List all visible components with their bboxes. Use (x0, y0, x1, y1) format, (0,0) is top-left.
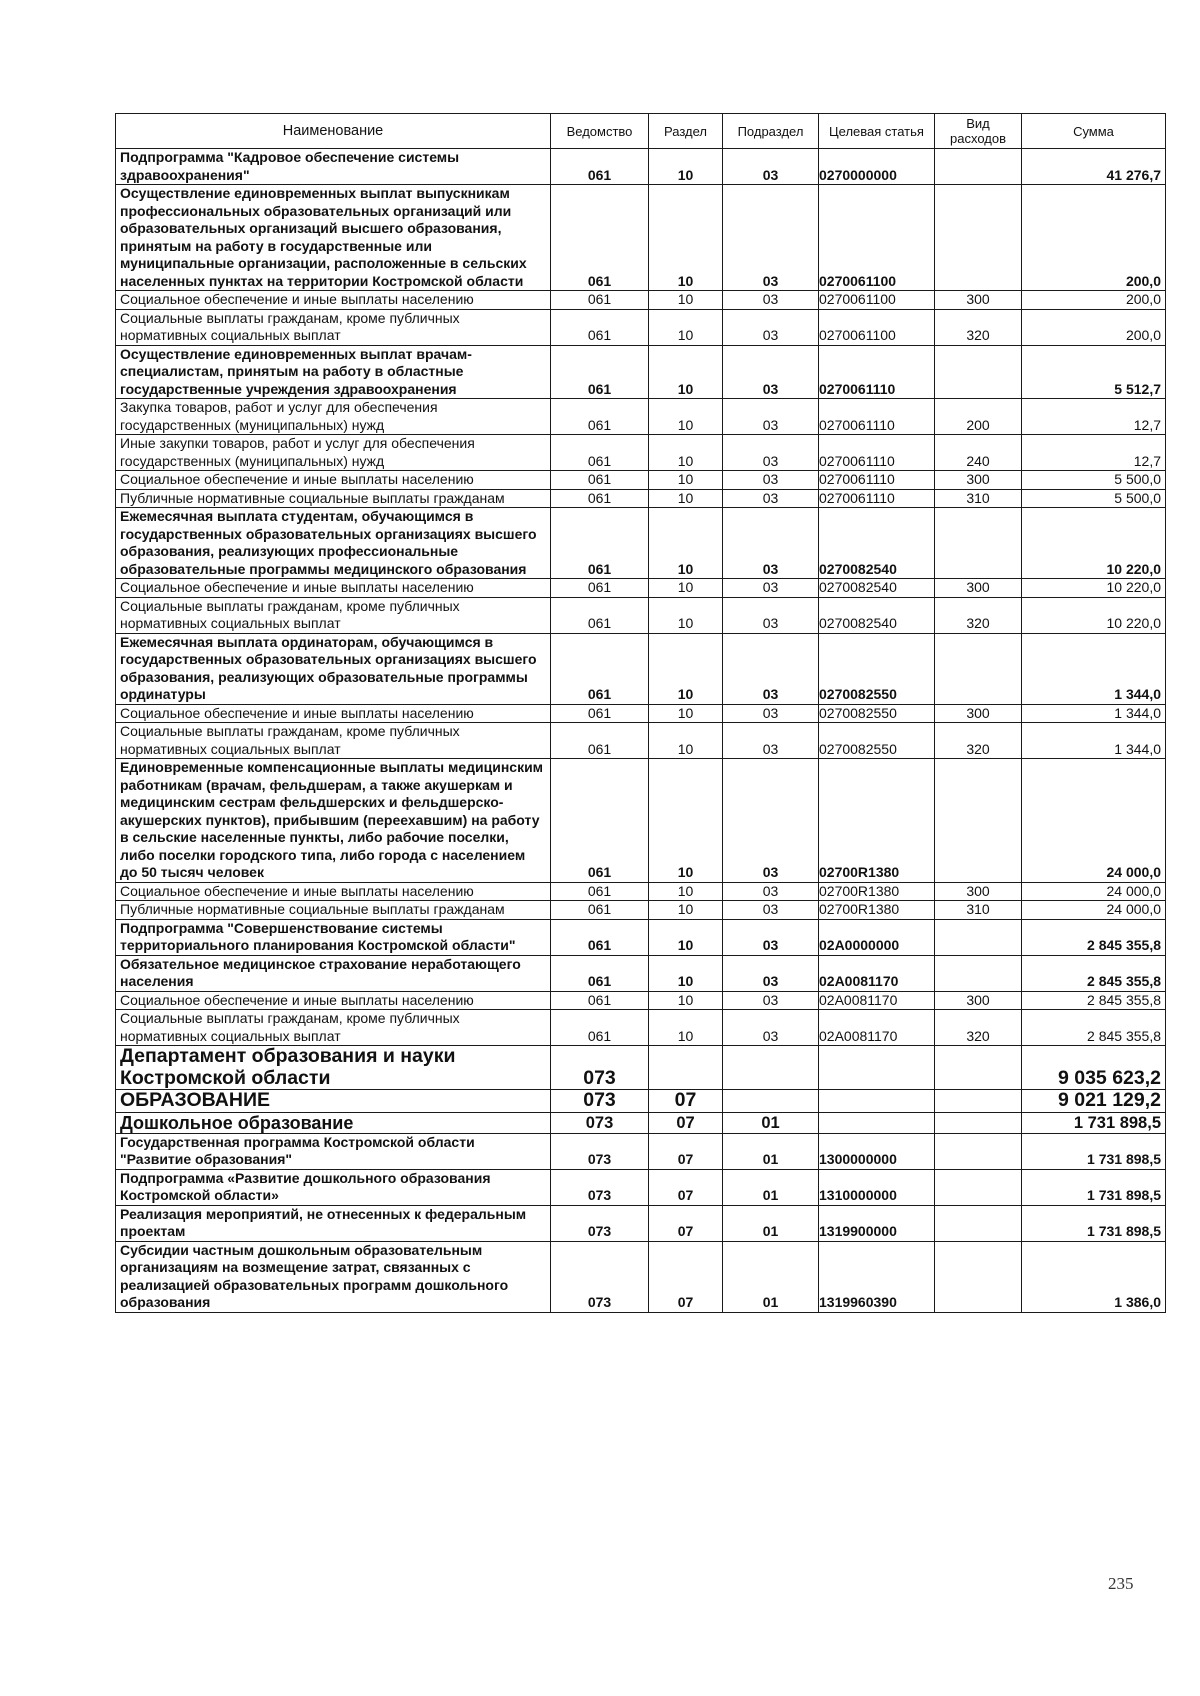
row-subsection: 03 (723, 759, 819, 883)
row-name: Социальное обеспечение и иные выплаты населению (116, 882, 551, 901)
row-target: 0270061110 (819, 489, 935, 508)
row-type (935, 1133, 1022, 1169)
row-type (935, 1241, 1022, 1312)
table-row (116, 1046, 1166, 1090)
row-target: 0270082540 (819, 597, 935, 633)
row-type (935, 759, 1022, 883)
row-type (935, 149, 1022, 185)
row-amount: 24 000,0 (1022, 882, 1166, 901)
row-name: Реализация мероприятий, не отнесенных к федеральным проектам (116, 1205, 551, 1241)
row-type: 300 (935, 471, 1022, 490)
row-subsection: 03 (723, 991, 819, 1010)
row-subsection: 03 (723, 345, 819, 399)
row-subsection: 03 (723, 185, 819, 291)
row-name: Департамент образования и науки Костромской области (116, 1046, 551, 1090)
row-target: 0270061110 (819, 471, 935, 490)
row-subsection (723, 1046, 819, 1090)
table-row (116, 579, 1166, 598)
row-section: 10 (649, 955, 723, 991)
row-amount: 12,7 (1022, 399, 1166, 435)
row-dept: 061 (551, 399, 649, 435)
row-dept: 061 (551, 955, 649, 991)
row-type: 300 (935, 991, 1022, 1010)
row-subsection: 03 (723, 579, 819, 598)
row-target (819, 1112, 935, 1133)
row-dept: 061 (551, 185, 649, 291)
page-number: 235 (1108, 1574, 1134, 1593)
table-row (116, 633, 1166, 704)
row-type (935, 1169, 1022, 1205)
row-amount: 41 276,7 (1022, 149, 1166, 185)
row-amount: 1 731 898,5 (1022, 1169, 1166, 1205)
row-dept: 061 (551, 633, 649, 704)
row-type: 320 (935, 1010, 1022, 1046)
row-dept: 061 (551, 901, 649, 920)
row-name: Социальные выплаты гражданам, кроме публичных нормативных социальных выплат (116, 1010, 551, 1046)
row-section: 10 (649, 185, 723, 291)
table-row (116, 435, 1166, 471)
row-amount: 1 731 898,5 (1022, 1133, 1166, 1169)
table-row (116, 704, 1166, 723)
row-subsection: 03 (723, 955, 819, 991)
row-section: 07 (649, 1205, 723, 1241)
row-type (935, 633, 1022, 704)
row-dept: 073 (551, 1090, 649, 1113)
table-row (116, 291, 1166, 310)
row-section: 07 (649, 1112, 723, 1133)
row-amount: 24 000,0 (1022, 901, 1166, 920)
row-amount: 10 220,0 (1022, 579, 1166, 598)
row-amount: 5 512,7 (1022, 345, 1166, 399)
row-type: 300 (935, 704, 1022, 723)
row-target: 0270061110 (819, 345, 935, 399)
table-row (116, 1112, 1166, 1133)
table-row (116, 1133, 1166, 1169)
row-dept: 061 (551, 489, 649, 508)
row-name: Публичные нормативные социальные выплаты гражданам (116, 901, 551, 920)
row-dept: 061 (551, 309, 649, 345)
row-section: 10 (649, 901, 723, 920)
row-section: 07 (649, 1169, 723, 1205)
row-section: 07 (649, 1090, 723, 1113)
row-subsection: 03 (723, 149, 819, 185)
row-section: 10 (649, 345, 723, 399)
row-section: 10 (649, 704, 723, 723)
row-amount: 1 344,0 (1022, 704, 1166, 723)
row-amount: 5 500,0 (1022, 471, 1166, 490)
row-section: 10 (649, 1010, 723, 1046)
row-dept: 061 (551, 597, 649, 633)
row-section: 10 (649, 291, 723, 310)
row-dept: 073 (551, 1169, 649, 1205)
row-type (935, 919, 1022, 955)
row-subsection: 01 (723, 1112, 819, 1133)
row-dept: 061 (551, 759, 649, 883)
row-amount: 9 035 623,2 (1022, 1046, 1166, 1090)
row-dept: 061 (551, 345, 649, 399)
row-section: 10 (649, 471, 723, 490)
row-subsection: 03 (723, 399, 819, 435)
row-name: Осуществление единовременных выплат выпускникам профессиональных образовательных организаций или образовательных организаций высшего образования, принятым на работу в государственные или муниципальные организации, расположенные в сельских населенных пунктах на территории Костромской области (116, 185, 551, 291)
row-section: 10 (649, 309, 723, 345)
row-dept: 061 (551, 149, 649, 185)
row-name: Социальные выплаты гражданам, кроме публичных нормативных социальных выплат (116, 723, 551, 759)
row-section (649, 1046, 723, 1090)
row-section: 10 (649, 399, 723, 435)
row-name: Закупка товаров, работ и услуг для обеспечения государственных (муниципальных) нужд (116, 399, 551, 435)
budget-table-sheet (115, 113, 1165, 1313)
row-target: 1310000000 (819, 1169, 935, 1205)
row-amount: 10 220,0 (1022, 508, 1166, 579)
header-row (116, 114, 1166, 149)
table-row (116, 919, 1166, 955)
row-target: 0270082550 (819, 723, 935, 759)
row-name: Социальные выплаты гражданам, кроме публичных нормативных социальных выплат (116, 309, 551, 345)
row-dept: 061 (551, 991, 649, 1010)
row-amount: 1 344,0 (1022, 723, 1166, 759)
header-target: Целевая статья (819, 114, 935, 149)
row-section: 10 (649, 882, 723, 901)
row-name: Социальное обеспечение и иные выплаты населению (116, 991, 551, 1010)
row-type (935, 1205, 1022, 1241)
row-name: Дошкольное образование (116, 1112, 551, 1133)
row-target: 1300000000 (819, 1133, 935, 1169)
row-target: 02А0081170 (819, 991, 935, 1010)
row-name: Иные закупки товаров, работ и услуг для обеспечения государственных (муниципальных) нужд (116, 435, 551, 471)
row-name: ОБРАЗОВАНИЕ (116, 1090, 551, 1113)
row-target: 0270061110 (819, 435, 935, 471)
row-target: 02А0000000 (819, 919, 935, 955)
row-section: 10 (649, 723, 723, 759)
table-row (116, 508, 1166, 579)
row-amount: 200,0 (1022, 309, 1166, 345)
row-section: 07 (649, 1133, 723, 1169)
row-section: 10 (649, 489, 723, 508)
table-row (116, 759, 1166, 883)
table-row (116, 309, 1166, 345)
row-subsection: 03 (723, 723, 819, 759)
table-row (116, 1010, 1166, 1046)
row-type: 300 (935, 579, 1022, 598)
row-amount: 5 500,0 (1022, 489, 1166, 508)
row-section: 10 (649, 991, 723, 1010)
row-amount: 200,0 (1022, 185, 1166, 291)
row-target: 0270061100 (819, 291, 935, 310)
table-row (116, 399, 1166, 435)
row-target: 0270082540 (819, 508, 935, 579)
row-target: 0270061110 (819, 399, 935, 435)
table-row (116, 901, 1166, 920)
row-subsection: 03 (723, 704, 819, 723)
row-name: Осуществление единовременных выплат врачам-специалистам, принятым на работу в областные государственные учреждения здравоохранения (116, 345, 551, 399)
row-section: 10 (649, 579, 723, 598)
table-row (116, 1169, 1166, 1205)
row-type: 310 (935, 489, 1022, 508)
row-name: Подпрограмма "Кадровое обеспечение системы здравоохранения" (116, 149, 551, 185)
row-target: 0270082550 (819, 704, 935, 723)
row-name: Государственная программа Костромской области "Развитие образования" (116, 1133, 551, 1169)
row-section: 10 (649, 919, 723, 955)
row-subsection: 03 (723, 597, 819, 633)
row-dept: 061 (551, 704, 649, 723)
header-amount: Сумма (1022, 114, 1166, 149)
row-name: Подпрограмма "Совершенствование системы территориального планирования Костромской области" (116, 919, 551, 955)
table-row (116, 471, 1166, 490)
row-subsection: 01 (723, 1205, 819, 1241)
row-type: 200 (935, 399, 1022, 435)
row-dept: 061 (551, 291, 649, 310)
row-subsection: 03 (723, 435, 819, 471)
row-type: 320 (935, 723, 1022, 759)
table-row (116, 345, 1166, 399)
row-name: Ежемесячная выплата ординаторам, обучающимся в государственных образовательных организациях высшего образования, реализующих образовательные программы ординатуры (116, 633, 551, 704)
row-type: 320 (935, 597, 1022, 633)
row-name: Ежемесячная выплата студентам, обучающимся в государственных образовательных организациях высшего образования, реализующих профессиональные образовательные программы медицинского образования (116, 508, 551, 579)
header-type: Вид расходов (935, 114, 1022, 149)
row-section: 10 (649, 759, 723, 883)
row-dept: 073 (551, 1112, 649, 1133)
header-subsection: Подраздел (723, 114, 819, 149)
row-subsection: 03 (723, 309, 819, 345)
header-dept: Ведомство (551, 114, 649, 149)
row-section: 10 (649, 508, 723, 579)
row-section: 10 (649, 597, 723, 633)
row-target: 0270061100 (819, 185, 935, 291)
row-target: 1319900000 (819, 1205, 935, 1241)
row-subsection: 03 (723, 882, 819, 901)
row-dept: 073 (551, 1205, 649, 1241)
row-amount: 9 021 129,2 (1022, 1090, 1166, 1113)
table-row (116, 185, 1166, 291)
row-subsection: 03 (723, 291, 819, 310)
row-name: Социальные выплаты гражданам, кроме публичных нормативных социальных выплат (116, 597, 551, 633)
row-amount: 2 845 355,8 (1022, 1010, 1166, 1046)
row-target: 02700R1380 (819, 759, 935, 883)
header-name: Наименование (116, 114, 551, 149)
row-target: 02А0081170 (819, 1010, 935, 1046)
row-target: 02700R1380 (819, 901, 935, 920)
row-dept: 061 (551, 723, 649, 759)
row-target: 0270000000 (819, 149, 935, 185)
row-amount: 24 000,0 (1022, 759, 1166, 883)
row-section: 10 (649, 633, 723, 704)
row-type: 310 (935, 901, 1022, 920)
table-row (116, 991, 1166, 1010)
row-subsection: 01 (723, 1133, 819, 1169)
row-target: 1319960390 (819, 1241, 935, 1312)
row-name: Социальное обеспечение и иные выплаты населению (116, 471, 551, 490)
row-target: 0270061100 (819, 309, 935, 345)
row-type (935, 508, 1022, 579)
row-target (819, 1090, 935, 1113)
table-body (116, 149, 1166, 1313)
row-type (935, 345, 1022, 399)
row-name: Субсидии частным дошкольным образовательным организациям на возмещение затрат, связанных с реализацией образовательных программ дошкольного образования (116, 1241, 551, 1312)
row-name: Единовременные компенсационные выплаты медицинским работникам (врачам, фельдшерам, а также акушеркам и медицинским сестрам фельдшерских и фельдшерско-акушерских пунктов), прибывшим (переехавшим) на работу в сельские населенные пункты, либо рабочие поселки, либо поселки городского типа, либо города с населением до 50 тысяч человек (116, 759, 551, 883)
row-name: Публичные нормативные социальные выплаты гражданам (116, 489, 551, 508)
row-amount: 1 731 898,5 (1022, 1205, 1166, 1241)
row-dept: 061 (551, 508, 649, 579)
row-amount: 12,7 (1022, 435, 1166, 471)
header-section: Раздел (649, 114, 723, 149)
row-dept: 073 (551, 1046, 649, 1090)
row-name: Социальное обеспечение и иные выплаты населению (116, 579, 551, 598)
row-name: Подпрограмма «Развитие дошкольного образования Костромской области» (116, 1169, 551, 1205)
row-dept: 061 (551, 579, 649, 598)
row-type: 300 (935, 882, 1022, 901)
budget-table (115, 113, 1166, 1313)
row-section: 10 (649, 149, 723, 185)
row-type: 240 (935, 435, 1022, 471)
row-name: Социальное обеспечение и иные выплаты населению (116, 704, 551, 723)
table-row (116, 149, 1166, 185)
row-amount: 2 845 355,8 (1022, 991, 1166, 1010)
row-subsection: 03 (723, 471, 819, 490)
row-name: Обязательное медицинское страхование неработающего населения (116, 955, 551, 991)
table-row (116, 955, 1166, 991)
table-row (116, 1241, 1166, 1312)
row-amount: 1 386,0 (1022, 1241, 1166, 1312)
table-row (116, 1090, 1166, 1113)
row-subsection: 01 (723, 1241, 819, 1312)
row-dept: 061 (551, 471, 649, 490)
row-subsection: 03 (723, 919, 819, 955)
row-section: 10 (649, 435, 723, 471)
row-subsection: 01 (723, 1169, 819, 1205)
row-amount: 1 344,0 (1022, 633, 1166, 704)
row-dept: 061 (551, 1010, 649, 1046)
row-target: 0270082550 (819, 633, 935, 704)
row-type: 320 (935, 309, 1022, 345)
row-type (935, 1046, 1022, 1090)
table-row (116, 597, 1166, 633)
row-target: 02А0081170 (819, 955, 935, 991)
row-dept: 073 (551, 1241, 649, 1312)
row-amount: 2 845 355,8 (1022, 919, 1166, 955)
row-type (935, 1112, 1022, 1133)
row-dept: 061 (551, 435, 649, 471)
row-section: 07 (649, 1241, 723, 1312)
row-amount: 1 731 898,5 (1022, 1112, 1166, 1133)
table-row (116, 882, 1166, 901)
row-subsection (723, 1090, 819, 1113)
table-row (116, 489, 1166, 508)
row-type: 300 (935, 291, 1022, 310)
row-subsection: 03 (723, 633, 819, 704)
row-amount: 10 220,0 (1022, 597, 1166, 633)
row-type (935, 185, 1022, 291)
row-type (935, 955, 1022, 991)
table-row (116, 723, 1166, 759)
row-dept: 061 (551, 919, 649, 955)
row-dept: 061 (551, 882, 649, 901)
row-target (819, 1046, 935, 1090)
row-dept: 073 (551, 1133, 649, 1169)
table-row (116, 1205, 1166, 1241)
row-subsection: 03 (723, 489, 819, 508)
row-name: Социальное обеспечение и иные выплаты населению (116, 291, 551, 310)
row-target: 02700R1380 (819, 882, 935, 901)
row-subsection: 03 (723, 1010, 819, 1046)
row-subsection: 03 (723, 901, 819, 920)
row-target: 0270082540 (819, 579, 935, 598)
row-amount: 2 845 355,8 (1022, 955, 1166, 991)
row-subsection: 03 (723, 508, 819, 579)
row-amount: 200,0 (1022, 291, 1166, 310)
row-type (935, 1090, 1022, 1113)
